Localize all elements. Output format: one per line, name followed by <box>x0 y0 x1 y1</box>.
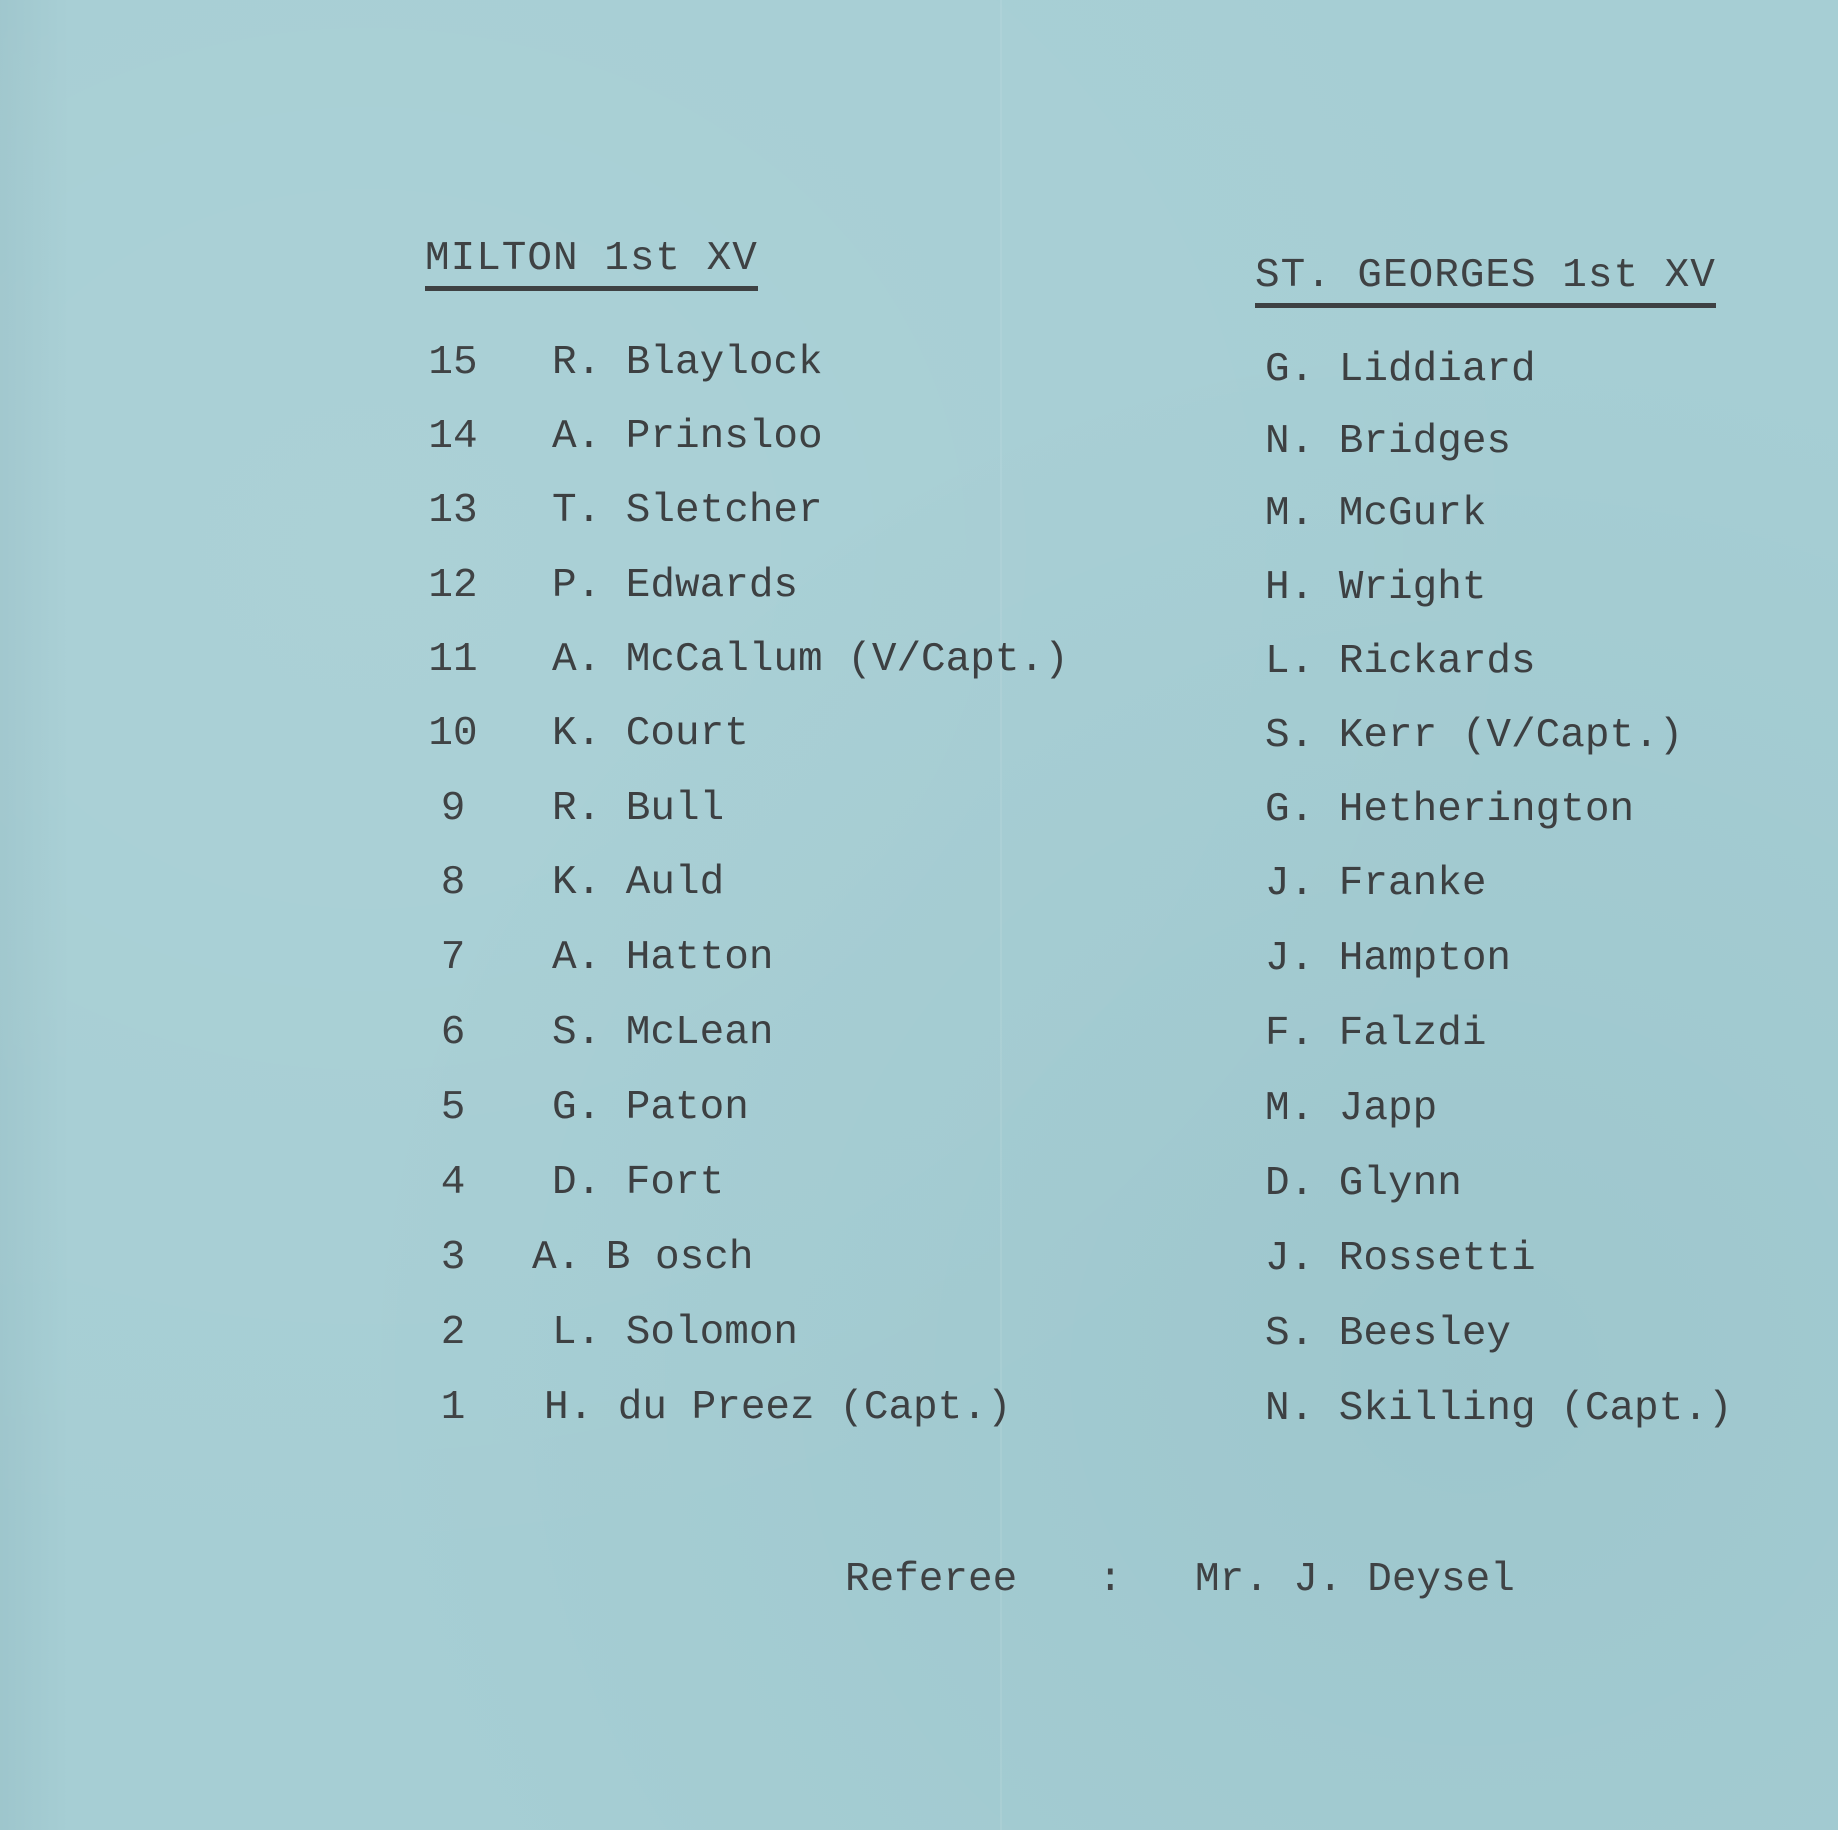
position-number: 10 <box>428 711 478 757</box>
position-number: 3 <box>440 1235 466 1281</box>
position-number: 13 <box>428 488 478 534</box>
st-georges-player-name: G. Liddiard <box>1265 347 1536 393</box>
position-number: 1 <box>440 1385 466 1431</box>
referee-separator: : <box>1098 1557 1123 1603</box>
st-georges-player-name: J. Franke <box>1265 861 1487 907</box>
milton-player-name: D. Fort <box>552 1160 725 1206</box>
referee-label: Referee <box>845 1557 1018 1603</box>
position-number: 9 <box>440 786 466 832</box>
milton-team-heading: MILTON 1st XV <box>425 236 758 291</box>
st-georges-player-name: F. Falzdi <box>1265 1011 1487 1057</box>
milton-player-name: H. du Preez (Capt.) <box>544 1385 1012 1431</box>
milton-player-name: K. Court <box>552 711 749 757</box>
st-georges-player-name: S. Beesley <box>1265 1311 1512 1357</box>
position-number: 7 <box>440 935 466 981</box>
st-georges-player-name: S. Kerr (V/Capt.) <box>1265 713 1684 759</box>
referee-name: Mr. J. Deysel <box>1195 1557 1515 1603</box>
st-georges-player-name: D. Glynn <box>1265 1161 1462 1207</box>
st-georges-player-name: N. Bridges <box>1265 419 1512 465</box>
position-number: 4 <box>440 1160 466 1206</box>
position-number: 11 <box>428 637 478 683</box>
position-number: 12 <box>428 563 478 609</box>
position-number: 15 <box>428 340 478 386</box>
milton-player-name: P. Edwards <box>552 563 799 609</box>
st-georges-team-heading: ST. GEORGES 1st XV <box>1255 253 1716 308</box>
milton-player-name: G. Paton <box>552 1085 749 1131</box>
position-number: 5 <box>440 1085 466 1131</box>
position-number: 8 <box>440 860 466 906</box>
milton-player-name: T. Sletcher <box>552 488 823 534</box>
st-georges-player-name: G. Hetherington <box>1265 787 1635 833</box>
st-georges-player-name: M. McGurk <box>1265 491 1487 537</box>
milton-player-name: R. Bull <box>552 786 725 832</box>
st-georges-player-name: J. Hampton <box>1265 936 1512 982</box>
st-georges-player-name: H. Wright <box>1265 565 1487 611</box>
milton-player-name: S. McLean <box>552 1010 774 1056</box>
milton-player-name: K. Auld <box>552 860 725 906</box>
st-georges-player-name: M. Japp <box>1265 1086 1438 1132</box>
position-number: 14 <box>428 414 478 460</box>
milton-player-name: R. Blaylock <box>552 340 823 386</box>
st-georges-player-name: N. Skilling (Capt.) <box>1265 1386 1733 1432</box>
milton-player-name: A. McCallum (V/Capt.) <box>552 637 1069 683</box>
st-georges-player-name: J. Rossetti <box>1265 1236 1536 1282</box>
milton-player-name: A. Hatton <box>552 935 774 981</box>
milton-player-name: A. Prinsloo <box>552 414 823 460</box>
st-georges-player-name: L. Rickards <box>1265 639 1536 685</box>
position-number: 6 <box>440 1010 466 1056</box>
milton-player-name: A. B osch <box>532 1235 754 1281</box>
milton-player-name: L. Solomon <box>552 1310 799 1356</box>
position-number: 2 <box>440 1310 466 1356</box>
